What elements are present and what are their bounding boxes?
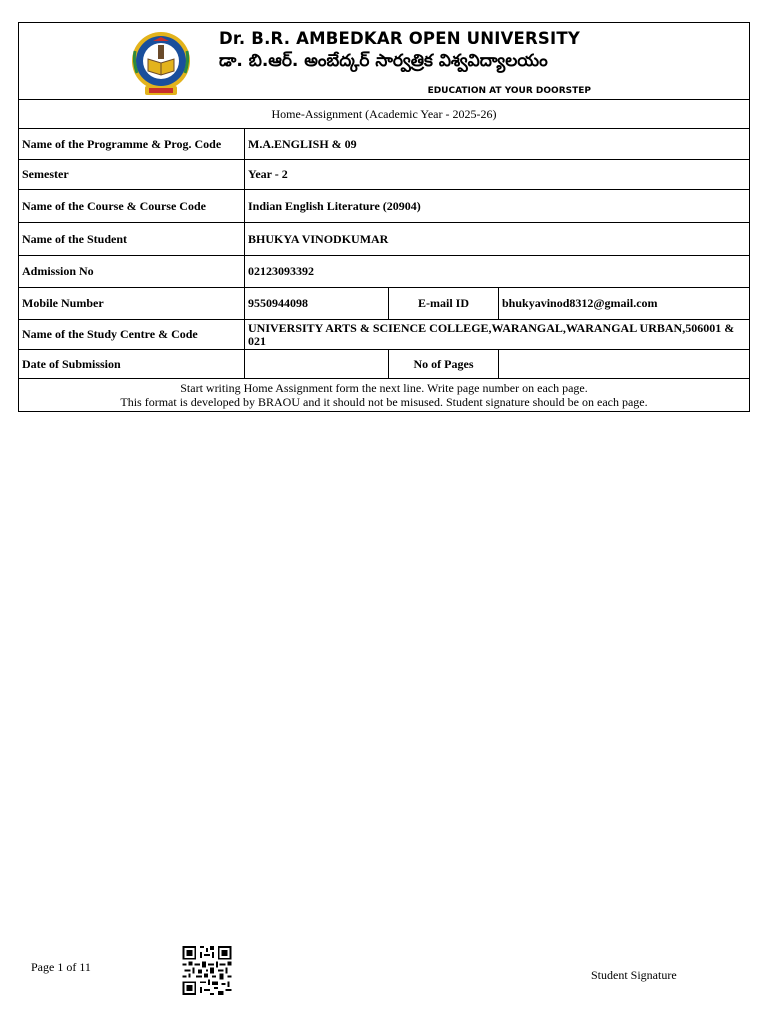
semester-value: Year - 2 (245, 160, 750, 190)
email-label: E-mail ID (389, 288, 499, 320)
programme-label: Name of the Programme & Prog. Code (19, 129, 245, 160)
instruction-line-1: Start writing Home Assignment form the next line. Write page number on each page. (180, 381, 588, 395)
submission-date-label: Date of Submission (19, 350, 245, 379)
no-of-pages-value (499, 350, 750, 379)
mobile-number-label: Mobile Number (19, 288, 245, 320)
study-centre-value: UNIVERSITY ARTS & SCIENCE COLLEGE,WARANGAL,WARANGAL URBAN,506001 & 021 (245, 320, 750, 350)
study-centre-label: Name of the Study Centre & Code (19, 320, 245, 350)
student-name-value: BHUKYA VINODKUMAR (245, 223, 750, 256)
form-heading: Home-Assignment (Academic Year - 2025-26) (19, 100, 750, 129)
student-name-label: Name of the Student (19, 223, 245, 256)
instruction-line-2: This format is developed by BRAOU and it should not be misused. Student signature should be on each page. (120, 395, 648, 409)
email-value: bhukyavinod8312@gmail.com (499, 288, 750, 320)
university-header (19, 23, 750, 100)
semester-label: Semester (19, 160, 245, 190)
admission-no-value: 02123093392 (245, 256, 750, 288)
course-label: Name of the Course & Course Code (19, 190, 245, 223)
university-tagline: EDUCATION AT YOUR DOORSTEP (427, 85, 591, 96)
university-name-english: Dr. B.R. AMBEDKAR OPEN UNIVERSITY (219, 28, 580, 48)
course-value: Indian English Literature (20904) (245, 190, 750, 223)
no-of-pages-label: No of Pages (389, 350, 499, 379)
qr-code-icon (181, 946, 233, 995)
university-logo-icon (131, 29, 191, 97)
mobile-number-value: 9550944098 (245, 288, 389, 320)
page-number: Page 1 of 11 (31, 960, 91, 974)
student-signature-label: Student Signature (591, 968, 677, 982)
university-name-telugu: డా. బి.ఆర్. అంబేద్కర్ సార్వత్రిక విశ్వవిద్యాలయం (219, 50, 548, 71)
instructions-note (19, 379, 750, 412)
submission-date-value (245, 350, 389, 379)
programme-value: M.A.ENGLISH & 09 (245, 129, 750, 160)
admission-no-label: Admission No (19, 256, 245, 288)
assignment-form-table (18, 22, 750, 412)
